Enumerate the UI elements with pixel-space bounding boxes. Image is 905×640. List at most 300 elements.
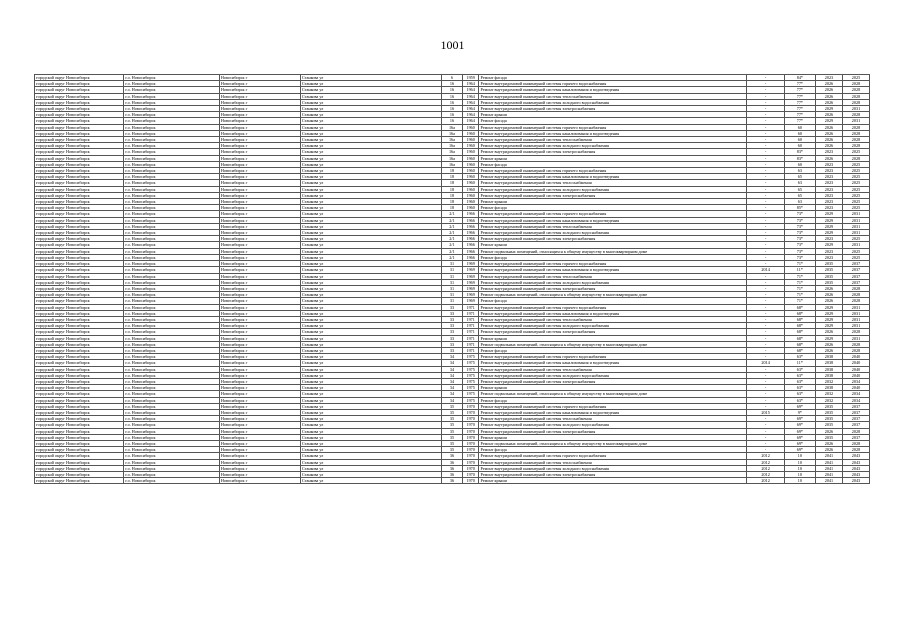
cell-plan-end-year: 2040 [842,354,869,360]
cell-plan-end-year: 2028 [842,292,869,298]
cell-plan-start-year: 2038 [815,354,842,360]
cell-last-repair-year: - [747,230,784,236]
cell-build-year: 1970 [462,428,479,434]
cell-last-repair-year: 2014 [747,360,784,366]
table-body [35,75,870,484]
cell-municipality: городской округ Новосибирск [35,354,124,360]
cell-last-repair-year: - [747,428,784,434]
cell-wear-percent: 77* [784,93,815,99]
cell-build-year: 1969 [462,298,479,304]
cell-house-number: 18 [442,180,463,186]
cell-plan-start-year: 2023 [815,186,842,192]
cell-street: Станкова ул [300,385,441,391]
repair-schedule-table-wrap [34,74,870,484]
cell-wear-percent: 83* [784,149,815,155]
cell-municipality: городской округ Новосибирск [35,149,124,155]
cell-municipality: городской округ Новосибирск [35,378,124,384]
cell-build-year: 1966 [462,223,479,229]
cell-plan-start-year: 2026 [815,440,842,446]
cell-house-number: 31 [442,279,463,285]
cell-wear-percent: 10 [784,453,815,459]
cell-municipality: городской округ Новосибирск [35,99,124,105]
cell-work-type: Ремонт крыши [479,385,747,391]
cell-plan-end-year: 2028 [842,155,869,161]
cell-municipality: городской округ Новосибирск [35,372,124,378]
cell-plan-end-year: 2028 [842,137,869,143]
cell-plan-end-year: 2034 [842,378,869,384]
cell-settlement: г.о. Новосибирск [124,205,220,211]
cell-work-type: Ремонт внутридомовой инженерной системы электроснабжения [479,106,747,112]
cell-last-repair-year: - [747,416,784,422]
cell-house-number: 36 [442,472,463,478]
cell-municipality: городской округ Новосибирск [35,273,124,279]
cell-house-number: 36 [442,465,463,471]
cell-build-year: 1970 [462,478,479,484]
cell-work-type: Ремонт подвальных помещений, относящихся к общему имуществу в многоквартирном доме [479,292,747,298]
cell-plan-end-year: 2043 [842,478,869,484]
cell-settlement: г.о. Новосибирск [124,354,220,360]
cell-street: Станкова ул [300,459,441,465]
cell-last-repair-year: - [747,422,784,428]
cell-build-year: 1969 [462,267,479,273]
cell-plan-end-year: 2025 [842,236,869,242]
cell-house-number: 31 [442,273,463,279]
cell-settlement: г.о. Новосибирск [124,335,220,341]
cell-city: Новосибирск г [219,354,300,360]
cell-settlement: г.о. Новосибирск [124,261,220,267]
cell-municipality: городской округ Новосибирск [35,87,124,93]
cell-plan-end-year: 2028 [842,99,869,105]
cell-street: Станкова ул [300,391,441,397]
cell-work-type: Ремонт фасада [479,75,747,81]
cell-plan-start-year: 2035 [815,273,842,279]
cell-last-repair-year: - [747,403,784,409]
cell-house-number: 35 [442,440,463,446]
cell-work-type: Ремонт внутридомовой инженерной системы электроснабжения [479,149,747,155]
cell-last-repair-year: - [747,385,784,391]
cell-street: Станкова ул [300,211,441,217]
cell-build-year: 1960 [462,137,479,143]
cell-house-number: 2/1 [442,242,463,248]
cell-house-number: 34 [442,378,463,384]
cell-city: Новосибирск г [219,323,300,329]
cell-wear-percent: 63* [784,391,815,397]
cell-plan-end-year: 2028 [842,143,869,149]
cell-wear-percent: 77* [784,106,815,112]
cell-municipality: городской округ Новосибирск [35,385,124,391]
cell-work-type: Ремонт фасада [479,118,747,124]
cell-city: Новосибирск г [219,447,300,453]
cell-city: Новосибирск г [219,106,300,112]
cell-wear-percent: 63 [784,168,815,174]
cell-build-year: 1971 [462,347,479,353]
cell-street: Станкова ул [300,304,441,310]
cell-city: Новосибирск г [219,223,300,229]
cell-wear-percent: 73* [784,217,815,223]
cell-plan-start-year: 2029 [815,106,842,112]
cell-municipality: городской округ Новосибирск [35,416,124,422]
cell-last-repair-year: - [747,155,784,161]
cell-build-year: 1966 [462,230,479,236]
cell-house-number: 34 [442,366,463,372]
cell-last-repair-year: - [747,149,784,155]
cell-plan-start-year: 2035 [815,267,842,273]
cell-plan-end-year: 2040 [842,385,869,391]
cell-plan-end-year: 2034 [842,397,869,403]
cell-last-repair-year: - [747,87,784,93]
cell-plan-end-year: 2028 [842,124,869,130]
cell-plan-start-year: 2041 [815,478,842,484]
cell-city: Новосибирск г [219,211,300,217]
cell-settlement: г.о. Новосибирск [124,186,220,192]
cell-wear-percent: 60 [784,130,815,136]
cell-municipality: городской округ Новосибирск [35,335,124,341]
cell-plan-start-year: 2038 [815,385,842,391]
cell-city: Новосибирск г [219,360,300,366]
cell-work-type: Ремонт внутридомовой инженерной системы канализования и водоотведения [479,360,747,366]
cell-settlement: г.о. Новосибирск [124,124,220,130]
cell-plan-start-year: 2035 [815,434,842,440]
cell-wear-percent: 68* [784,310,815,316]
cell-house-number: 31 [442,298,463,304]
cell-house-number: 35 [442,409,463,415]
cell-last-repair-year: - [747,99,784,105]
cell-last-repair-year: - [747,335,784,341]
cell-settlement: г.о. Новосибирск [124,161,220,167]
cell-wear-percent: 69* [784,440,815,446]
cell-last-repair-year: - [747,130,784,136]
cell-build-year: 1964 [462,81,479,87]
page-number: 1001 [440,38,465,52]
cell-city: Новосибирск г [219,409,300,415]
cell-city: Новосибирск г [219,453,300,459]
cell-last-repair-year: - [747,192,784,198]
cell-street: Станкова ул [300,217,441,223]
cell-work-type: Ремонт фасада [479,298,747,304]
cell-last-repair-year: - [747,124,784,130]
cell-street: Станкова ул [300,409,441,415]
cell-settlement: г.о. Новосибирск [124,298,220,304]
cell-settlement: г.о. Новосибирск [124,440,220,446]
cell-house-number: 33 [442,329,463,335]
cell-settlement: г.о. Новосибирск [124,137,220,143]
cell-wear-percent: 63 [784,199,815,205]
cell-last-repair-year: - [747,329,784,335]
cell-plan-start-year: 2035 [815,416,842,422]
cell-build-year: 1969 [462,292,479,298]
cell-build-year: 1960 [462,192,479,198]
cell-plan-start-year: 2023 [815,254,842,260]
cell-street: Станкова ул [300,403,441,409]
cell-settlement: г.о. Новосибирск [124,323,220,329]
cell-municipality: городской округ Новосибирск [35,298,124,304]
cell-work-type: Ремонт крыши [479,155,747,161]
cell-city: Новосибирск г [219,385,300,391]
cell-plan-start-year: 2023 [815,174,842,180]
cell-build-year: 1964 [462,87,479,93]
cell-work-type: Ремонт внутридомовой инженерной системы горячего водоснабжения [479,453,747,459]
cell-build-year: 1960 [462,180,479,186]
cell-house-number: 33 [442,316,463,322]
cell-house-number: 18 [442,192,463,198]
cell-city: Новосибирск г [219,155,300,161]
cell-build-year: 1971 [462,316,479,322]
cell-work-type: Ремонт внутридомовой инженерной системы канализования и водоотведения [479,87,747,93]
cell-last-repair-year: - [747,242,784,248]
cell-wear-percent: 60 [784,161,815,167]
cell-build-year: 1960 [462,199,479,205]
cell-street: Станкова ул [300,192,441,198]
cell-work-type: Ремонт внутридомовой инженерной системы теплоснабжения [479,93,747,99]
cell-municipality: городской округ Новосибирск [35,168,124,174]
cell-street: Станкова ул [300,329,441,335]
cell-settlement: г.о. Новосибирск [124,447,220,453]
cell-plan-start-year: 2023 [815,192,842,198]
cell-street: Станкова ул [300,378,441,384]
cell-build-year: 1960 [462,130,479,136]
cell-city: Новосибирск г [219,347,300,353]
cell-house-number: 33 [442,310,463,316]
cell-street: Станкова ул [300,335,441,341]
cell-plan-end-year: 2031 [842,310,869,316]
cell-city: Новосибирск г [219,372,300,378]
cell-settlement: г.о. Новосибирск [124,236,220,242]
cell-house-number: 33 [442,335,463,341]
cell-city: Новосибирск г [219,341,300,347]
cell-build-year: 1960 [462,143,479,149]
cell-plan-start-year: 2026 [815,285,842,291]
cell-last-repair-year: - [747,304,784,310]
cell-street: Станкова ул [300,261,441,267]
cell-last-repair-year: 2012 [747,459,784,465]
cell-plan-end-year: 2028 [842,93,869,99]
cell-street: Станкова ул [300,174,441,180]
cell-plan-end-year: 2037 [842,261,869,267]
cell-wear-percent: 65 [784,174,815,180]
cell-plan-start-year: 2023 [815,236,842,242]
cell-last-repair-year: - [747,168,784,174]
cell-settlement: г.о. Новосибирск [124,267,220,273]
cell-plan-end-year: 2028 [842,81,869,87]
cell-municipality: городской округ Новосибирск [35,360,124,366]
cell-build-year: 1964 [462,106,479,112]
cell-plan-start-year: 2041 [815,459,842,465]
cell-plan-end-year: 2031 [842,242,869,248]
cell-plan-start-year: 2029 [815,223,842,229]
cell-last-repair-year: - [747,186,784,192]
cell-city: Новосибирск г [219,267,300,273]
cell-house-number: 31 [442,292,463,298]
cell-street: Станкова ул [300,397,441,403]
cell-settlement: г.о. Новосибирск [124,174,220,180]
cell-city: Новосибирск г [219,378,300,384]
cell-last-repair-year: - [747,112,784,118]
cell-plan-start-year: 2026 [815,298,842,304]
cell-house-number: 33 [442,341,463,347]
cell-street: Станкова ул [300,366,441,372]
cell-municipality: городской округ Новосибирск [35,422,124,428]
cell-work-type: Ремонт внутридомовой инженерной системы холодного водоснабжения [479,230,747,236]
cell-work-type: Ремонт внутридомовой инженерной системы холодного водоснабжения [479,279,747,285]
cell-city: Новосибирск г [219,298,300,304]
cell-municipality: городской округ Новосибирск [35,242,124,248]
cell-house-number: 33 [442,323,463,329]
cell-city: Новосибирск г [219,87,300,93]
cell-street: Станкова ул [300,75,441,81]
cell-wear-percent: 71* [784,273,815,279]
cell-build-year: 1966 [462,217,479,223]
cell-street: Станкова ул [300,112,441,118]
cell-plan-end-year: 2037 [842,409,869,415]
cell-wear-percent: 73* [784,254,815,260]
cell-municipality: городской округ Новосибирск [35,106,124,112]
cell-house-number: 34 [442,397,463,403]
cell-work-type: Ремонт внутридомовой инженерной системы теплоснабжения [479,459,747,465]
cell-house-number: 16 [442,112,463,118]
cell-house-number: 34 [442,385,463,391]
cell-plan-start-year: 2032 [815,378,842,384]
cell-work-type: Ремонт внутридомовой инженерной системы канализования и водоотведения [479,409,747,415]
cell-plan-end-year: 2034 [842,391,869,397]
cell-settlement: г.о. Новосибирск [124,230,220,236]
cell-municipality: городской округ Новосибирск [35,472,124,478]
cell-work-type: Ремонт внутридомовой инженерной системы канализования и водоотведения [479,174,747,180]
cell-settlement: г.о. Новосибирск [124,422,220,428]
cell-city: Новосибирск г [219,143,300,149]
cell-wear-percent: 10 [784,472,815,478]
cell-build-year: 1964 [462,99,479,105]
cell-municipality: городской округ Новосибирск [35,453,124,459]
cell-build-year: 1975 [462,397,479,403]
cell-wear-percent: 68* [784,323,815,329]
cell-plan-start-year: 2032 [815,397,842,403]
cell-house-number: 35 [442,403,463,409]
cell-plan-start-year: 2023 [815,199,842,205]
cell-work-type: Ремонт внутридомовой инженерной системы теплоснабжения [479,137,747,143]
cell-plan-start-year: 2029 [815,304,842,310]
cell-work-type: Ремонт внутридомовой инженерной системы горячего водоснабжения [479,261,747,267]
cell-wear-percent: 69* [784,447,815,453]
cell-last-repair-year: - [747,236,784,242]
cell-plan-end-year: 2031 [842,217,869,223]
cell-house-number: 18 [442,205,463,211]
cell-settlement: г.о. Новосибирск [124,329,220,335]
cell-plan-start-year: 2032 [815,391,842,397]
cell-build-year: 1971 [462,329,479,335]
cell-plan-start-year: 2029 [815,335,842,341]
cell-city: Новосибирск г [219,416,300,422]
cell-house-number: 35 [442,416,463,422]
cell-build-year: 1970 [462,416,479,422]
cell-plan-start-year: 2038 [815,366,842,372]
cell-municipality: городской округ Новосибирск [35,174,124,180]
cell-settlement: г.о. Новосибирск [124,192,220,198]
cell-work-type: Ремонт фасада [479,447,747,453]
cell-plan-end-year: 2043 [842,459,869,465]
cell-city: Новосибирск г [219,81,300,87]
cell-plan-end-year: 2028 [842,298,869,304]
cell-wear-percent: 63* [784,385,815,391]
cell-wear-percent: 69* [784,422,815,428]
cell-house-number: 6 [442,75,463,81]
cell-build-year: 1969 [462,285,479,291]
cell-municipality: городской округ Новосибирск [35,230,124,236]
cell-city: Новосибирск г [219,397,300,403]
cell-settlement: г.о. Новосибирск [124,248,220,254]
cell-street: Станкова ул [300,472,441,478]
cell-last-repair-year: - [747,261,784,267]
cell-plan-start-year: 2035 [815,422,842,428]
cell-wear-percent: 73* [784,236,815,242]
cell-city: Новосибирск г [219,478,300,484]
cell-city: Новосибирск г [219,472,300,478]
cell-settlement: г.о. Новосибирск [124,372,220,378]
cell-municipality: городской округ Новосибирск [35,440,124,446]
cell-last-repair-year: - [747,347,784,353]
cell-house-number: 35 [442,428,463,434]
cell-plan-end-year: 2037 [842,416,869,422]
cell-plan-start-year: 2023 [815,168,842,174]
cell-wear-percent: 69* [784,428,815,434]
cell-plan-end-year: 2025 [842,149,869,155]
cell-municipality: городской округ Новосибирск [35,93,124,99]
cell-house-number: 34 [442,360,463,366]
cell-work-type: Ремонт крыши [479,434,747,440]
cell-last-repair-year: - [747,174,784,180]
cell-build-year: 1970 [462,403,479,409]
cell-settlement: г.о. Новосибирск [124,118,220,124]
cell-plan-start-year: 2026 [815,130,842,136]
cell-street: Станкова ул [300,248,441,254]
cell-city: Новосибирск г [219,137,300,143]
cell-municipality: городской округ Новосибирск [35,341,124,347]
cell-work-type: Ремонт крыши [479,242,747,248]
cell-build-year: 1959 [462,75,479,81]
cell-last-repair-year: - [747,298,784,304]
cell-street: Станкова ул [300,124,441,130]
cell-wear-percent: 71* [784,279,815,285]
cell-plan-end-year: 2037 [842,273,869,279]
cell-house-number: 33 [442,304,463,310]
cell-work-type: Ремонт внутридомовой инженерной системы холодного водоснабжения [479,143,747,149]
cell-work-type: Ремонт крыши [479,478,747,484]
cell-street: Станкова ул [300,155,441,161]
cell-street: Станкова ул [300,168,441,174]
cell-build-year: 1975 [462,354,479,360]
cell-house-number: 16 [442,93,463,99]
cell-city: Новосибирск г [219,273,300,279]
cell-work-type: Ремонт внутридомовой инженерной системы горячего водоснабжения [479,81,747,87]
cell-municipality: городской округ Новосибирск [35,223,124,229]
cell-municipality: городской округ Новосибирск [35,279,124,285]
cell-plan-start-year: 2023 [815,149,842,155]
cell-settlement: г.о. Новосибирск [124,341,220,347]
cell-settlement: г.о. Новосибирск [124,416,220,422]
cell-build-year: 1960 [462,168,479,174]
cell-street: Станкова ул [300,199,441,205]
cell-street: Станкова ул [300,447,441,453]
cell-plan-start-year: 2026 [815,428,842,434]
cell-last-repair-year: 2012 [747,472,784,478]
cell-work-type: Ремонт внутридомовой инженерной системы электроснабжения [479,378,747,384]
cell-wear-percent: 11* [784,360,815,366]
cell-municipality: городской округ Новосибирск [35,199,124,205]
cell-house-number: 35 [442,422,463,428]
cell-municipality: городской округ Новосибирск [35,254,124,260]
cell-wear-percent: 68* [784,329,815,335]
cell-municipality: городской округ Новосибирск [35,285,124,291]
cell-city: Новосибирск г [219,254,300,260]
